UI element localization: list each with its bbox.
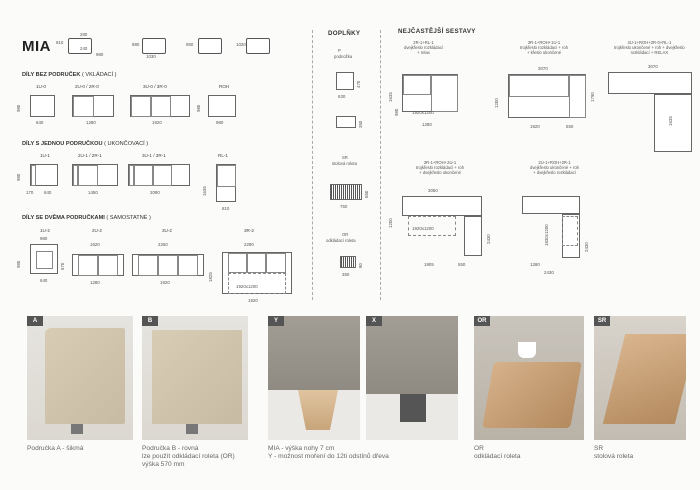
dim-s3-h: 1635 — [668, 116, 673, 126]
dim-s3-wtop: 3070 — [648, 64, 658, 69]
sestava-1-desc2: + relax — [417, 50, 430, 56]
fabric-shape — [366, 316, 458, 394]
code-2u1: 2U-1 / 2R-1 — [78, 153, 102, 158]
code-2u0: 2U-0 / 2R-0 — [75, 84, 99, 89]
leg-shape — [71, 424, 83, 434]
cup-shape — [518, 342, 536, 358]
dim-s4-w2: 550 — [458, 262, 466, 267]
code-1u0: 1U-0 — [36, 84, 46, 89]
dim-rl1-w: 810 — [222, 206, 230, 211]
corner-cell — [569, 75, 586, 118]
dim-or-h: 80 — [358, 263, 363, 268]
dim-1u2-h1: 980 — [16, 260, 21, 268]
sestava-3-desc2: rozkládací + RELAX — [630, 50, 669, 56]
module-3u1 — [128, 164, 190, 186]
doplnky-header: DOPLŇKY — [328, 30, 361, 37]
code-3r2: 3R-2 — [244, 228, 254, 233]
seat-cell — [134, 165, 153, 186]
seat-cell — [138, 255, 158, 276]
metal-leg-shape — [400, 394, 426, 422]
section-dvema-podruckami — [22, 215, 151, 221]
section-dvema-subtitle: ( SAMOSTATNÉ ) — [104, 215, 151, 221]
armchair-icon-d — [246, 38, 270, 54]
sestava-2-drawing — [508, 74, 586, 118]
wood-tray-shape — [482, 362, 582, 428]
dim-980: 980 — [96, 52, 104, 57]
photo-or — [474, 316, 584, 440]
seat-cell — [266, 253, 286, 273]
dim-s4-h2: 2430 — [486, 234, 491, 244]
dim-1u0-w: 640 — [36, 120, 44, 125]
sestava-1-code: 2R-1+RL-1 — [413, 40, 434, 45]
section-jednou-podruckou — [22, 141, 148, 147]
section-bez-subtitle: ( VKLÁDACÍ ) — [80, 72, 117, 78]
dim-3u2-w: 1920 — [160, 280, 170, 285]
code-3u2: 3U-2 — [162, 228, 172, 233]
caption-a-line1: Područka A - šikmá — [27, 445, 84, 452]
leg-shape — [186, 424, 198, 434]
dim-3u1-w: 2090 — [150, 190, 160, 195]
dim-s4-w: 1905 — [424, 262, 434, 267]
sestava-4-side — [464, 216, 482, 256]
sestava-2-lines — [520, 40, 568, 56]
doplnky-sr-code: SR — [342, 155, 348, 160]
code-rl1: RL-1 — [218, 153, 228, 158]
shelf-roller-drawing — [340, 256, 356, 268]
code-2u2: 2U-2 — [92, 228, 102, 233]
photo-leg-x — [366, 316, 458, 440]
dim-s2-h2: 1790 — [590, 92, 595, 102]
doplnky-or-label: odkládací roleta — [326, 238, 356, 243]
dim-3r2-wtop: 2290 — [244, 242, 254, 247]
sestava-5-code: 2U-1+ROH+2R-1 — [538, 160, 571, 165]
separator-right — [380, 30, 381, 300]
relax-cell — [431, 75, 458, 112]
doplnky-sr-label: stolová roleta — [332, 161, 357, 166]
dim-1u2-w: 640 — [40, 278, 48, 283]
dim-1u2-h2: 570 — [60, 262, 65, 270]
armchair-icon-c — [198, 38, 222, 54]
dim-s2-w: 1920 — [530, 124, 540, 129]
seat-cell — [151, 96, 171, 117]
module-roh — [208, 95, 236, 117]
seat-cell — [247, 253, 266, 273]
dim-1u1-w2: 640 — [44, 190, 52, 195]
dim-880: 880 — [132, 42, 140, 47]
dim-s2-h: 1200 — [494, 98, 499, 108]
dim-s5-w2: 2430 — [544, 270, 554, 275]
section-bez-podrucek — [22, 72, 117, 78]
caption-or — [474, 445, 521, 461]
caption-or-line2: odkládací roleta — [474, 453, 521, 460]
seat-cell — [153, 165, 172, 186]
seat-cell — [131, 96, 151, 117]
separator-left — [312, 30, 313, 300]
dim-1u1-h: 980 — [16, 173, 21, 181]
doplnky-p-code: P — [338, 48, 341, 53]
seat-cell — [78, 255, 98, 276]
sestava-3-drawing — [608, 72, 692, 152]
section-jednou-subtitle: ( UKONČOVACÍ ) — [102, 141, 149, 147]
dim-1u2-wtop: 980 — [40, 236, 48, 241]
dim-2u1-w: 1450 — [88, 190, 98, 195]
badge-y: Y — [268, 316, 284, 326]
badge-or: OR — [474, 316, 490, 326]
wood-table-shape — [603, 334, 686, 424]
fabric-shape — [268, 316, 360, 390]
armrest-cell — [31, 165, 36, 186]
caption-y-line2: Y - možnost moření do 12ti odstínů dřeva — [268, 453, 389, 460]
dim-or-w: 350 — [342, 272, 350, 277]
caption-sr-line1: SR — [594, 445, 604, 452]
module-3u0 — [130, 95, 190, 117]
armchair-icon-b — [142, 38, 166, 54]
caption-y — [268, 445, 389, 461]
sestava-3-lines — [614, 40, 685, 56]
dim-s5-bed: 1830x1200 — [544, 224, 549, 246]
sestava-5-desc2: + dvejkřeslo rozkládací — [533, 170, 576, 176]
footstool-side-view — [336, 116, 356, 128]
dim-s4-bed: 1920x1200 — [412, 226, 434, 231]
sestava-4-desc2: + dvejkřeslo ukončené — [419, 170, 461, 176]
sestava-3-desc: trojkřeslo ukončené + roh + dvejkřeslo — [614, 45, 685, 51]
dim-p-w: 630 — [338, 94, 346, 99]
dim-rl1-h: 1635 — [202, 186, 207, 196]
caption-a — [27, 445, 83, 453]
sestava-5-lines — [530, 160, 579, 176]
dim-280: 280 — [80, 32, 88, 37]
dim-3u0-w: 1920 — [152, 120, 162, 125]
seat-cell — [98, 255, 118, 276]
seat-cell — [228, 253, 247, 273]
code-1u2: 1U-2 — [40, 228, 50, 233]
badge-sr: SR — [594, 316, 610, 326]
armrest-b-shape — [152, 330, 242, 424]
sestava-4-desc: trojkřeslo rozkládací + roh — [416, 165, 465, 171]
dim-810: 810 — [56, 40, 64, 45]
seat-cell — [403, 75, 431, 95]
dim-p-h: 470 — [356, 80, 361, 88]
dim-s1-h: 1635 — [388, 92, 393, 102]
sestava-4-lines — [416, 160, 464, 176]
module-1u2 — [30, 244, 58, 274]
dim-s2-w2: 550 — [566, 124, 574, 129]
module-1u1 — [30, 164, 58, 186]
sestava-3-code: 3U-1+ROH+2R-0+RL-1 — [627, 40, 672, 45]
sestava-3-relax — [654, 94, 692, 152]
page-title: MIA — [22, 38, 51, 55]
badge-a: A — [27, 316, 43, 326]
dim-2u0-w: 1280 — [86, 120, 96, 125]
dim-roh-w: 980 — [216, 120, 224, 125]
sestava-4-back — [402, 196, 482, 216]
caption-sr — [594, 445, 633, 461]
section-dvema-title: DÍLY SE DVĚMA PODRUČKAMI — [22, 215, 105, 221]
sestava-1-desc: dvejkřeslo rozkládací — [404, 45, 444, 51]
dim-p-d: 350 — [358, 120, 363, 128]
doplnky-p-label: podnožka — [334, 54, 353, 59]
module-2u2 — [72, 254, 124, 276]
dim-s4-h: 1200 — [388, 218, 393, 228]
dim-s5-h: 2430 — [584, 242, 589, 252]
caption-b-line2: lze použít odkládací roleta (OR) — [142, 453, 235, 460]
sestava-5-back — [522, 196, 580, 214]
doplnky-or-code: OR — [342, 232, 349, 237]
photo-leg-y — [268, 316, 360, 440]
sestava-1-drawing — [402, 74, 458, 112]
dim-1030: 1030 — [146, 54, 156, 59]
seat-cell — [217, 165, 236, 187]
dim-s1-w2: 1280 — [422, 122, 432, 127]
sestava-5-drawing — [522, 196, 580, 258]
caption-b-line3: výška 570 mm — [142, 461, 185, 468]
dim-s4-wtop: 3050 — [428, 188, 438, 193]
footstool-top-view — [336, 72, 354, 90]
dim-1u0-h: 980 — [16, 104, 21, 112]
sestavy-header: NEJČASTĚJŠÍ SESTAVY — [398, 28, 476, 35]
dim-240: 240 — [80, 46, 88, 51]
dim-1020: 1020 — [236, 42, 246, 47]
dim-1u1-w1: 170 — [26, 190, 34, 195]
dim-3r2-w: 1920 — [248, 298, 258, 303]
dim-s2-wtop: 3070 — [538, 66, 548, 71]
seat-cell — [509, 75, 569, 97]
photo-armrest-b — [142, 316, 248, 440]
photo-sr — [594, 316, 686, 440]
dim-3r2-h: 1825 — [208, 272, 213, 282]
caption-b — [142, 445, 235, 469]
dim-sr-w: 750 — [340, 204, 348, 209]
seat-cell — [73, 96, 94, 117]
dim-2u2-wtop: 1620 — [90, 242, 100, 247]
code-3u1: 3U-1 / 3R-1 — [142, 153, 166, 158]
module-2u0 — [72, 95, 114, 117]
sestava-2-code: 3R-1+ROH+1U-1 — [527, 40, 561, 45]
caption-b-line1: Područka B - rovná — [142, 445, 199, 452]
sestava-1-lines — [404, 40, 443, 56]
armrest-a-shape — [45, 328, 125, 424]
dim-950: 950 — [186, 42, 194, 47]
table-roller-drawing — [330, 184, 362, 200]
badge-b: B — [142, 316, 158, 326]
dim-2u2-w: 1280 — [90, 280, 100, 285]
sestava-2-desc2: + křeslo ukončené — [526, 50, 562, 56]
sestava-3-back — [608, 72, 692, 94]
section-bez-title: DÍLY BEZ PODRUČEK — [22, 72, 81, 78]
seat-cell — [178, 255, 198, 276]
caption-or-line1: OR — [474, 445, 484, 452]
dim-roh-h: 980 — [196, 104, 201, 112]
section-jednou-title: DÍLY S JEDNOU PODRUČKOU — [22, 141, 103, 147]
module-2u1 — [72, 164, 118, 186]
sestava-4-code: 3R-1+ROH+2U-1 — [423, 160, 457, 165]
photo-armrest-a — [27, 316, 133, 440]
badge-x: X — [366, 316, 382, 326]
bed-cell — [562, 216, 578, 246]
dim-s1-h2: 980 — [394, 108, 399, 116]
seat-cell — [78, 165, 98, 186]
module-3u2 — [132, 254, 204, 276]
code-roh: ROH — [219, 84, 230, 89]
dim-s5-w: 1280 — [530, 262, 540, 267]
seat-cell — [158, 255, 178, 276]
code-1u1: 1U-1 — [40, 153, 50, 158]
dim-3u2-wtop: 2260 — [158, 242, 168, 247]
sestava-2-desc: trojkřeslo rozkládací + roh — [520, 45, 569, 51]
module-1u0 — [30, 95, 55, 117]
dim-sr-h: 550 — [364, 190, 369, 198]
dim-s1-w: 1920x1200 — [412, 110, 434, 115]
sestava-5-desc: dvejkřeslo ukončené + roh — [530, 165, 580, 171]
dim-3r2-bed: 1920x1200 — [236, 284, 258, 289]
seat-cell — [36, 251, 53, 269]
caption-y-line1: MIA - výška nohy 7 cm — [268, 445, 335, 452]
caption-sr-line2: stolová roleta — [594, 453, 634, 460]
module-rl1 — [216, 164, 236, 202]
code-3u0: 3U-0 / 3R-0 — [143, 84, 167, 89]
wood-leg-shape — [298, 390, 338, 430]
